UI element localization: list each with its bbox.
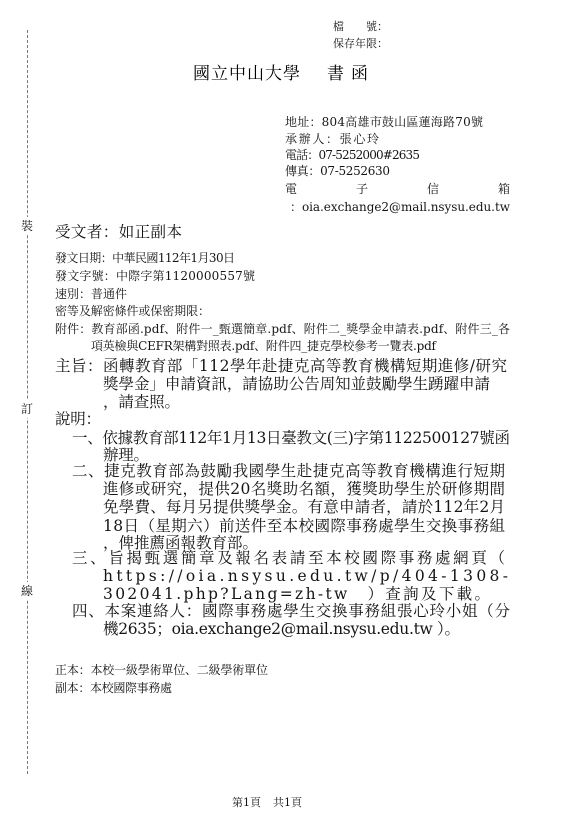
- original-recipients-label: 正本：: [55, 663, 91, 677]
- issue-date: [55, 252, 235, 264]
- attachments-line-1: [55, 323, 510, 335]
- copy-recipients-label: 副本：: [55, 681, 90, 695]
- binding-mark-line: 線: [18, 582, 36, 600]
- contact-email-value: ：oia.exchange2@mail.nsysu.edu.tw: [290, 200, 510, 214]
- item-number: 四、: [72, 602, 105, 620]
- description-item-4-line-1: [72, 604, 510, 620]
- copy-recipients-value: 本校國際事務處: [90, 681, 172, 695]
- delivery-speed: [55, 288, 127, 300]
- recipient-line: [55, 225, 182, 241]
- attachments-label: 附件：: [55, 322, 92, 336]
- recipient-label: 受文者：: [55, 223, 119, 241]
- subject-line-1: [55, 359, 507, 375]
- description-item-2-line-2: 進修或研究，提供20名獎助名額，獲獎助學生於研修期間: [103, 480, 506, 498]
- issue-number-value: 中際字第1120000557號: [115, 269, 256, 283]
- binding-mark-bind: 裝: [18, 217, 36, 235]
- retention-period-field: 保存年限：: [333, 37, 388, 50]
- contact-address-label: 地址：: [285, 115, 322, 129]
- copy-recipients: [55, 682, 172, 694]
- attachments-line-2: 項英檢與CEFR架構對照表.pdf、附件四_捷克學校參考一覽表.pdf: [91, 339, 436, 353]
- description-item-3-line-1: [72, 549, 508, 567]
- issue-date-label: 發文日期：: [55, 251, 113, 265]
- original-recipients: [55, 664, 268, 676]
- organization-name: 國立中山大學: [193, 64, 301, 84]
- page-number: [232, 797, 302, 808]
- description-item-2-line-3: 免學費、每月另提供獎學金。有意申請者，請於112年2月: [103, 498, 506, 516]
- secrecy-level: 密等及解密條件或保密期限：: [55, 304, 210, 318]
- item-number: 三、: [72, 549, 109, 567]
- description-item-1-line-1: [72, 431, 510, 447]
- contact-phone: [285, 149, 420, 161]
- recipient-value: 如正副本: [118, 223, 183, 241]
- description-item-3-url-line-1: https://oia.nsysu.edu.tw/p/404-1308-: [103, 567, 512, 585]
- description-item-4-line-2: 機2635；oia.exchange2@mail.nsysu.edu.tw ）。: [103, 620, 460, 638]
- delivery-speed-value: 普通件: [90, 287, 127, 301]
- original-recipients-value: 本校一級學術單位、二級學術單位: [90, 663, 268, 677]
- contact-handler-label: 承辦人：: [285, 132, 340, 146]
- description-item-2-line-4: 18日（星期六）前送件至本校國際事務處學生交換事務組: [103, 517, 506, 535]
- item-text: 捷克教育部為鼓勵我國學生赴捷克高等教育機構進行短期: [104, 462, 506, 480]
- contact-fax-value: 07-5252630: [320, 164, 390, 178]
- contact-phone-label: 電話：: [285, 148, 319, 162]
- attachments-text: 教育部函.pdf、附件一_甄選簡章.pdf、附件二_獎學金申請表.pdf、附件三_各: [91, 322, 511, 336]
- delivery-speed-label: 速別：: [55, 287, 91, 301]
- contact-address: [285, 116, 483, 128]
- subject-text: 函轉教育部「112學年赴捷克高等教育機構短期進修/研究: [102, 357, 508, 375]
- description-item-2-line-5: ，俾推薦函報教育部。: [103, 534, 258, 552]
- issue-number-label: 發文字號：: [55, 269, 116, 283]
- contact-fax: [285, 165, 390, 177]
- contact-address-value: 804高雄市鼓山區蓮海路70號: [321, 115, 484, 129]
- binding-mark-staple: 訂: [18, 400, 36, 418]
- issue-number: [55, 270, 255, 282]
- item-text: 本案連絡人：國際事務處學生交換事務組張心玲小姐（分: [104, 602, 511, 620]
- contact-handler-value: 張心玲: [339, 132, 381, 146]
- contact-fax-label: 傳真：: [285, 164, 321, 178]
- subject-line-3: ，請查照。: [103, 393, 180, 411]
- contact-email-label: 電子信箱: [285, 182, 569, 196]
- item-text: 依據教育部112年1月13日臺教文(三)字第1122500127號函: [102, 429, 510, 447]
- description-item-2-line-1: [72, 464, 505, 480]
- item-number: 二、: [72, 462, 105, 480]
- document-type: 書函: [327, 64, 375, 84]
- item-number: 一、: [72, 429, 103, 447]
- item-text: 旨揭甄選簡章及報名表請至本校國際事務處網頁（: [108, 549, 508, 567]
- subject-line-2: 獎學金」申請資訊，請協助公告周知並鼓勵學生踴躍申請: [103, 375, 490, 393]
- issue-date-value: 中華民國112年1月30日: [112, 251, 235, 265]
- page-current: 第1頁: [232, 796, 261, 809]
- description-item-1-line-2: 辦理。: [103, 446, 149, 464]
- contact-handler: [285, 133, 379, 145]
- file-number-field: 檔 號：: [333, 20, 388, 33]
- page-total: 共1頁: [273, 796, 302, 809]
- contact-phone-value: 07-5252000#2635: [318, 148, 420, 162]
- subject-label: 主旨：: [55, 357, 103, 375]
- description-label: 說明：: [55, 410, 101, 428]
- description-item-3-url-line-2: 302041.php?Lang=zh-tw ）查詢及下載。: [103, 585, 493, 603]
